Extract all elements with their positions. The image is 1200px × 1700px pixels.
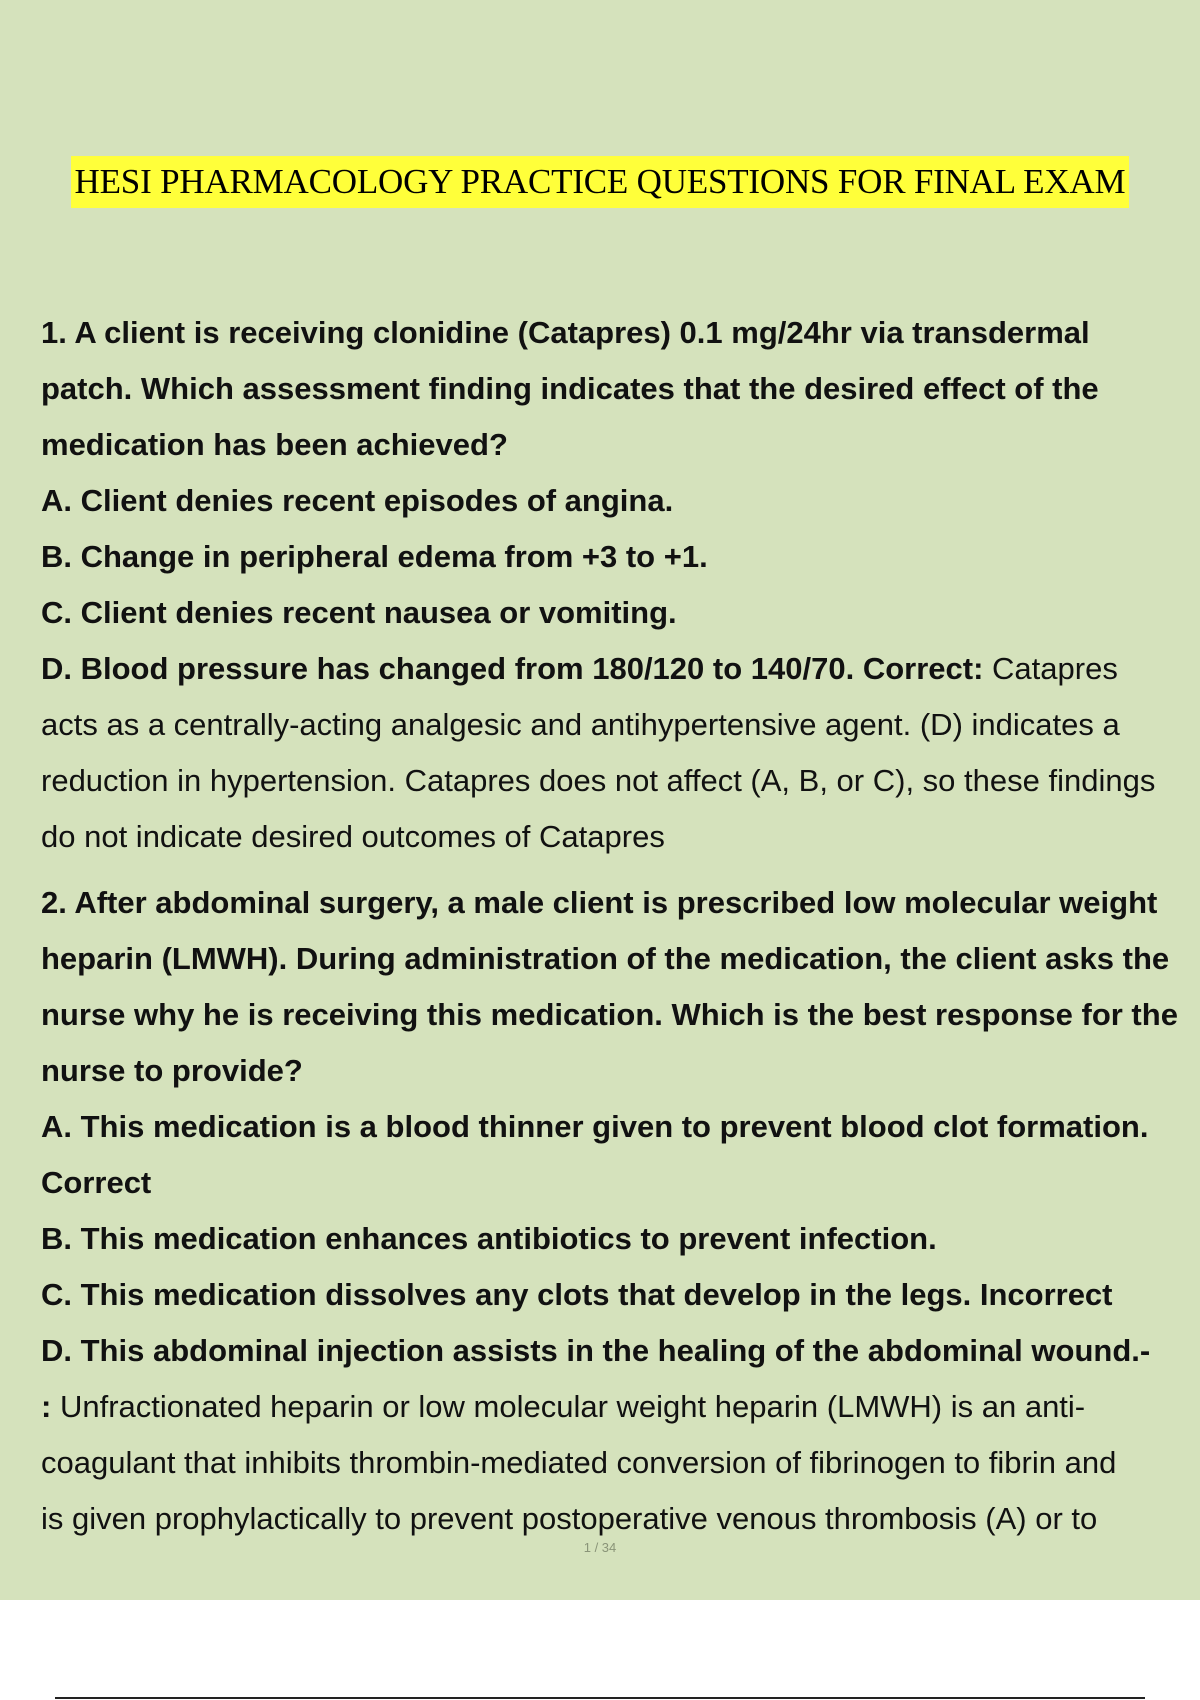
question-2-option-c: C. This medication dissolves any clots that develop in the legs. Incorrect	[41, 1277, 1113, 1312]
question-1-rationale-start: Catapres	[992, 651, 1118, 686]
question-2-option-d: D. This abdominal injection assists in the healing of the abdominal wound.-	[41, 1333, 1151, 1368]
question-2-rationale-first-line	[41, 1379, 1196, 1435]
question-2-stem-line: 2. After abdominal surgery, a male client is prescribed low molecular weight	[41, 885, 1158, 920]
question-1-rationale-line: reduction in hypertension. Catapres does not affect (A, B, or C), so these findings	[41, 763, 1156, 798]
question-1-correct-label: Correct:	[862, 651, 984, 686]
question-2-option-a: A. This medication is a blood thinner given to prevent blood clot formation.	[41, 1109, 1149, 1144]
question-1-option-b: B. Change in peripheral edema from +3 to +1.	[41, 539, 708, 574]
question-2-stem-line: heparin (LMWH). During administration of the medication, the client asks the	[41, 941, 1170, 976]
question-1-stem-line: medication has been achieved?	[41, 427, 508, 462]
question-1-stem-line: 1. A client is receiving clonidine (Catapres) 0.1 mg/24hr via transdermal	[41, 315, 1090, 350]
page-number: 1 / 34	[583, 1540, 617, 1555]
question-1-stem-line: patch. Which assessment finding indicates that the desired effect of the	[41, 371, 1099, 406]
question-2-stem-line: nurse why he is receiving this medication. Which is the best response for the	[41, 997, 1178, 1032]
question-2-stem-line: nurse to provide?	[41, 1053, 303, 1088]
question-2-rationale-prefix: :	[41, 1389, 52, 1424]
question-1-rationale-line: acts as a centrally-acting analgesic and antihypertensive agent. (D) indicates a	[41, 707, 1120, 742]
document-title: HESI PHARMACOLOGY PRACTICE QUESTIONS FOR FINAL EXAM	[71, 156, 1130, 208]
title-container	[0, 156, 1200, 208]
question-1-option-d-line	[41, 641, 1196, 697]
question-2-rationale-line: coagulant that inhibits thrombin-mediated conversion of fibrinogen to fibrin and	[41, 1445, 1117, 1480]
question-spacer	[41, 865, 1196, 875]
question-2-rationale-start: Unfractionated heparin or low molecular weight heparin (LMWH) is an anti-	[59, 1389, 1086, 1424]
question-1-option-c: C. Client denies recent nausea or vomiting.	[41, 595, 677, 630]
question-1-option-a: A. Client denies recent episodes of angina.	[41, 483, 674, 518]
footer-divider	[55, 1697, 1145, 1699]
question-2-rationale-line: is given prophylactically to prevent postoperative venous thrombosis (A) or to	[41, 1501, 1098, 1536]
question-2-option-b: B. This medication enhances antibiotics to prevent infection.	[41, 1221, 937, 1256]
document-body	[41, 305, 1196, 1547]
question-2-correct-mark: Correct	[41, 1165, 152, 1200]
question-1-option-d: D. Blood pressure has changed from 180/120 to 140/70.	[41, 651, 855, 686]
question-1-rationale-line: do not indicate desired outcomes of Catapres	[41, 819, 665, 854]
